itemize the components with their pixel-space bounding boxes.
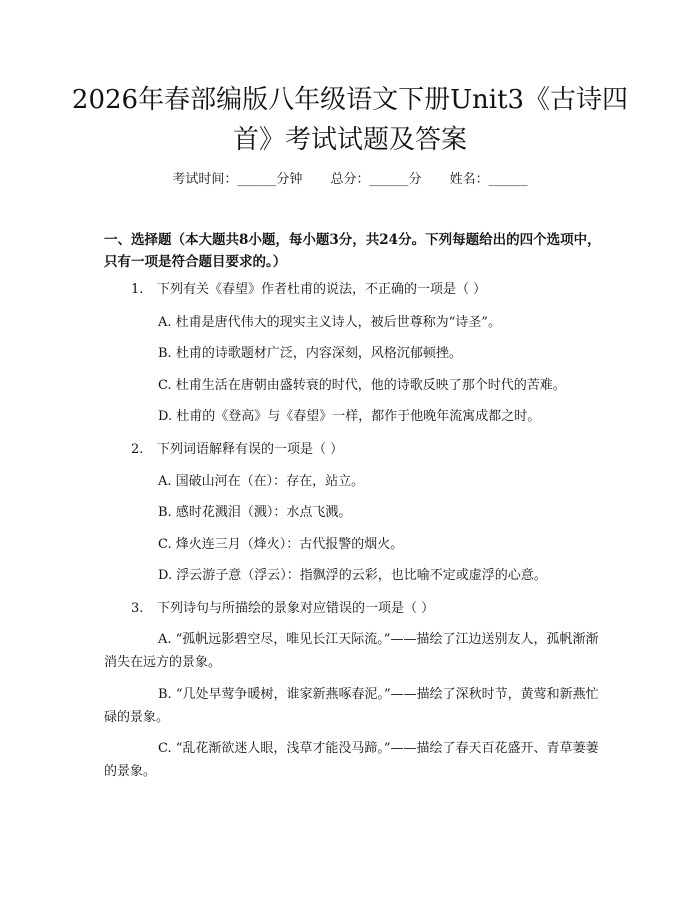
option-2b: B. 感时花溅泪（溅）：水点飞溅。 <box>158 505 352 520</box>
question-number: 2. <box>131 442 144 457</box>
question-1 <box>131 280 486 300</box>
option-3a: A. “孤帆远影碧空尽，唯见长江天际流。”——描绘了江边送别友人，孤帆渐渐消失在远方的景象。 <box>104 632 599 670</box>
section-heading: 一、选择题（本大题共8小题，每小题3分，共24分。下列每题给出的四个选项中，只有一项是符合题目要求的。） <box>104 232 601 270</box>
option-2c: C. 烽火连三月（烽火）：古代报警的烟火。 <box>158 537 404 552</box>
option-1b: B. 杜甫的诗歌题材广泛，内容深刻，风格沉郁顿挫。 <box>158 346 462 361</box>
option-3c: C. “乱花渐欲迷人眼，浅草才能没马蹄。”——描绘了春天百花盛开、青草萋萋的景象。 <box>104 741 599 779</box>
question-number: 3. <box>131 601 144 616</box>
option-1c: C. 杜甫生活在唐朝由盛转衰的时代，他的诗歌反映了那个时代的苦难。 <box>158 378 566 393</box>
question-3 <box>131 599 434 619</box>
question-text: 下列有关《春望》作者杜甫的说法，不正确的一项是（ ） <box>157 282 487 297</box>
option-1a: A. 杜甫是唐代伟大的现实主义诗人，被后世尊称为“诗圣”。 <box>158 315 501 330</box>
option-3b: B. “几处早莺争暖树，谁家新燕啄春泥。”——描绘了深秋时节，黄莺和新燕忙碌的景象。 <box>104 687 599 725</box>
exam-info-line <box>0 168 700 187</box>
student-name-field: 姓名：______ <box>449 172 528 187</box>
question-text: 下列词语解释有误的一项是（ ） <box>157 442 344 457</box>
option-2a: A. 国破山河在（在）：存在，站立。 <box>158 474 365 489</box>
total-score-field: 总分：______分 <box>330 172 422 187</box>
exam-time-field: 考试时间：______分钟 <box>172 172 303 187</box>
question-number: 1. <box>131 282 144 297</box>
question-text: 下列诗句与所描绘的景象对应错误的一项是（ ） <box>157 601 435 616</box>
option-2d: D. 浮云游子意（浮云）：指飘浮的云彩，也比喻不定或虚浮的心意。 <box>158 568 547 583</box>
question-2 <box>131 440 343 460</box>
option-1d: D. 杜甫的《登高》与《春望》一样，都作于他晚年流寓成都之时。 <box>158 409 541 424</box>
document-title: 2026年春部编版八年级语文下册Unit3《古诗四首》考试试题及答案 <box>71 85 629 155</box>
